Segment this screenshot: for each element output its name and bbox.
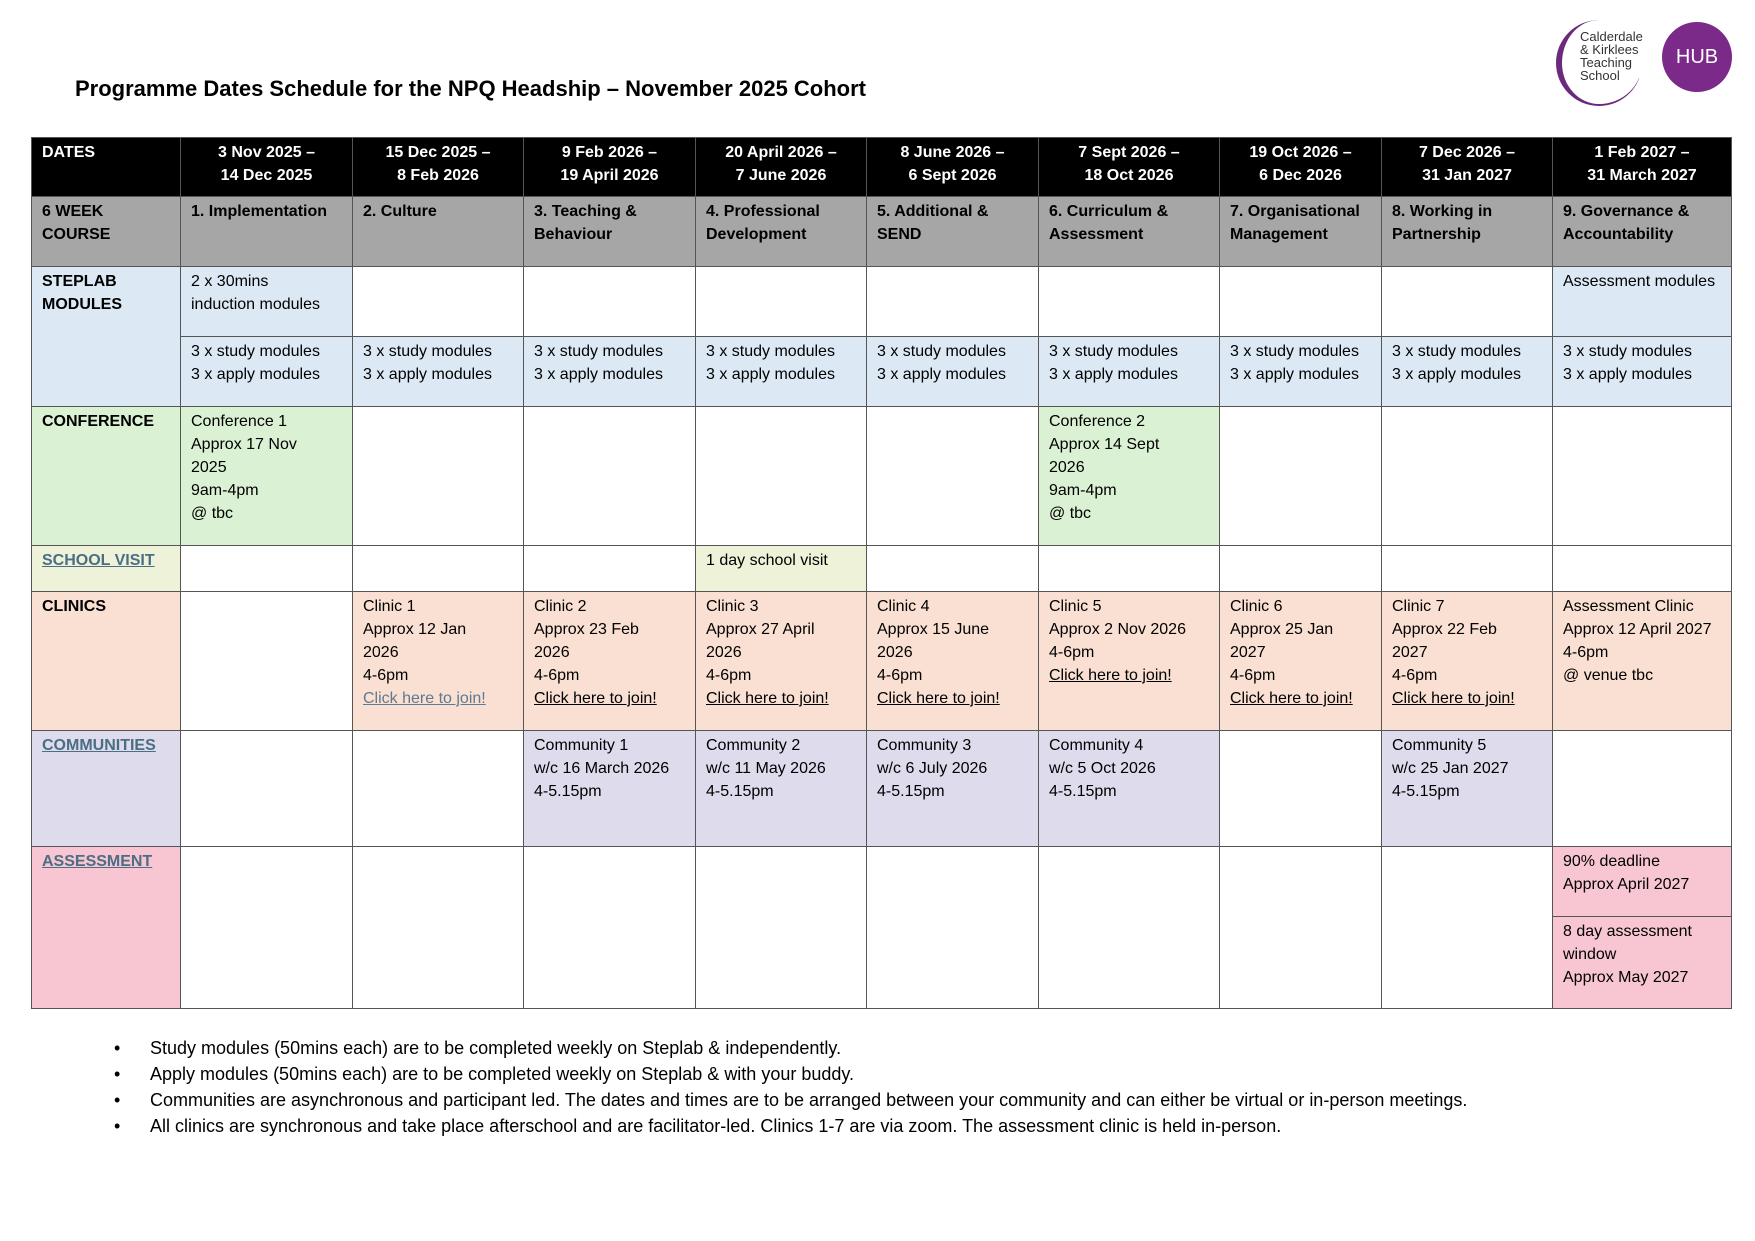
- course-cell: 6. Curriculum & Assessment: [1039, 197, 1220, 267]
- notes-list: [110, 1035, 1467, 1139]
- empty-cell: [1039, 847, 1220, 1009]
- date-range-cell: 7 Dec 2026 – 31 Jan 2027: [1382, 138, 1553, 197]
- assessment-deadline-cell: 90% deadline Approx April 2027: [1553, 847, 1732, 917]
- empty-cell: [696, 407, 867, 546]
- clinics-label: CLINICS: [32, 592, 181, 731]
- empty-cell: [696, 847, 867, 1009]
- date-range-cell: 9 Feb 2026 – 19 April 2026: [524, 138, 696, 197]
- course-cell: 3. Teaching & Behaviour: [524, 197, 696, 267]
- join-link[interactable]: Click here to join!: [363, 690, 486, 707]
- clinic-5-cell: Clinic 5 Approx 2 Nov 2026 4-6pm Click here to join!: [1039, 592, 1220, 731]
- hub-badge: HUB: [1662, 22, 1732, 92]
- community-4-cell: Community 4 w/c 5 Oct 2026 4-5.15pm: [1039, 731, 1220, 847]
- empty-cell: [1039, 546, 1220, 592]
- date-range-cell: 7 Sept 2026 – 18 Oct 2026: [1039, 138, 1220, 197]
- steplab-label: STEPLAB MODULES: [32, 267, 181, 407]
- empty-cell: [867, 546, 1039, 592]
- empty-cell: [1220, 546, 1382, 592]
- modules-cell: 3 x study modules 3 x apply modules: [1220, 337, 1382, 407]
- date-range-cell: 8 June 2026 – 6 Sept 2026: [867, 138, 1039, 197]
- empty-cell: [1220, 407, 1382, 546]
- course-label: 6 WEEK COURSE: [32, 197, 181, 267]
- dates-row: [32, 138, 1732, 197]
- course-cell: 5. Additional & SEND: [867, 197, 1039, 267]
- empty-cell: [524, 407, 696, 546]
- school-visit-row: [32, 546, 1732, 592]
- empty-cell: [353, 546, 524, 592]
- school-visit-label[interactable]: SCHOOL VISIT: [32, 546, 181, 592]
- empty-cell: [181, 731, 353, 847]
- empty-cell: [1553, 407, 1732, 546]
- empty-cell: [867, 847, 1039, 1009]
- clinic-7-cell: Clinic 7 Approx 22 Feb 2027 4-6pm Click here to join!: [1382, 592, 1553, 731]
- community-3-cell: Community 3 w/c 6 July 2026 4-5.15pm: [867, 731, 1039, 847]
- modules-cell: 3 x study modules 3 x apply modules: [181, 337, 353, 407]
- modules-cell: 3 x study modules 3 x apply modules: [1382, 337, 1553, 407]
- course-cell: 2. Culture: [353, 197, 524, 267]
- empty-cell: [1039, 267, 1220, 337]
- communities-row: [32, 731, 1732, 847]
- steplab-row: [32, 267, 1732, 337]
- date-range-cell: 1 Feb 2027 – 31 March 2027: [1553, 138, 1732, 197]
- empty-cell: [867, 407, 1039, 546]
- modules-cell: 3 x study modules 3 x apply modules: [353, 337, 524, 407]
- date-range-cell: 15 Dec 2025 – 8 Feb 2026: [353, 138, 524, 197]
- date-range-cell: 3 Nov 2025 – 14 Dec 2025: [181, 138, 353, 197]
- assessment-clinic-cell: Assessment Clinic Approx 12 April 2027 4-6pm @ venue tbc: [1553, 592, 1732, 731]
- join-link[interactable]: Click here to join!: [706, 690, 829, 707]
- dates-label: DATES: [32, 138, 181, 197]
- empty-cell: [181, 546, 353, 592]
- clinic-6-cell: Clinic 6 Approx 25 Jan 2027 4-6pm Click here to join!: [1220, 592, 1382, 731]
- empty-cell: [1553, 546, 1732, 592]
- clinic-1-cell: Clinic 1 Approx 12 Jan 2026 4-6pm Click here to join!: [353, 592, 524, 731]
- communities-label[interactable]: COMMUNITIES: [32, 731, 181, 847]
- empty-cell: [524, 847, 696, 1009]
- list-item: • Study modules (50mins each) are to be completed weekly on Steplab & independently.: [110, 1035, 1467, 1061]
- empty-cell: [696, 267, 867, 337]
- clinic-4-cell: Clinic 4 Approx 15 June 2026 4-6pm Click here to join!: [867, 592, 1039, 731]
- schedule-table: [31, 137, 1732, 1009]
- modules-cell: 3 x study modules 3 x apply modules: [1039, 337, 1220, 407]
- clinics-row: [32, 592, 1732, 731]
- school-logo: [1550, 18, 1740, 98]
- conference-2-cell: Conference 2 Approx 14 Sept 2026 9am-4pm @ tbc: [1039, 407, 1220, 546]
- course-cell: 8. Working in Partnership: [1382, 197, 1553, 267]
- clinic-2-cell: Clinic 2 Approx 23 Feb 2026 4-6pm Click here to join!: [524, 592, 696, 731]
- assessment-row: [32, 847, 1732, 917]
- empty-cell: [353, 847, 524, 1009]
- empty-cell: [181, 592, 353, 731]
- clinic-3-cell: Clinic 3 Approx 27 April 2026 4-6pm Click here to join!: [696, 592, 867, 731]
- list-item: • Communities are asynchronous and participant led. The dates and times are to be arranged between your community and can either be virtual or in-person meetings.: [110, 1087, 1467, 1113]
- course-row: [32, 197, 1732, 267]
- empty-cell: [1382, 546, 1553, 592]
- assessment-window-cell: 8 day assessment window Approx May 2027: [1553, 917, 1732, 1009]
- course-cell: 9. Governance & Accountability: [1553, 197, 1732, 267]
- empty-cell: [524, 546, 696, 592]
- empty-cell: [867, 267, 1039, 337]
- list-item: • Apply modules (50mins each) are to be completed weekly on Steplab & with your buddy.: [110, 1061, 1467, 1087]
- empty-cell: [1220, 267, 1382, 337]
- empty-cell: [353, 731, 524, 847]
- page-title: Programme Dates Schedule for the NPQ Headship – November 2025 Cohort: [75, 76, 867, 101]
- modules-cell: 3 x study modules 3 x apply modules: [696, 337, 867, 407]
- modules-cell: 3 x study modules 3 x apply modules: [1553, 337, 1732, 407]
- empty-cell: [1382, 267, 1553, 337]
- empty-cell: [1553, 731, 1732, 847]
- course-cell: 4. Professional Development: [696, 197, 867, 267]
- join-link[interactable]: Click here to join!: [1049, 667, 1172, 684]
- school-visit-cell: 1 day school visit: [696, 546, 867, 592]
- logo-text: Calderdale & Kirklees Teaching School: [1580, 29, 1643, 83]
- date-range-cell: 20 April 2026 – 7 June 2026: [696, 138, 867, 197]
- empty-cell: [353, 407, 524, 546]
- modules-cell: 3 x study modules 3 x apply modules: [867, 337, 1039, 407]
- join-link[interactable]: Click here to join!: [877, 690, 1000, 707]
- list-item: • All clinics are synchronous and take place afterschool and are facilitator-led. Clinics 1-7 are via zoom. The assessment clinic is held in-person.: [110, 1113, 1467, 1139]
- induction-cell: 2 x 30mins induction modules: [181, 267, 353, 337]
- empty-cell: [524, 267, 696, 337]
- empty-cell: [181, 847, 353, 1009]
- empty-cell: [1382, 847, 1553, 1009]
- empty-cell: [1220, 847, 1382, 1009]
- course-cell: 7. Organisational Management: [1220, 197, 1382, 267]
- join-link[interactable]: Click here to join!: [1230, 690, 1353, 707]
- join-link[interactable]: Click here to join!: [534, 690, 657, 707]
- community-1-cell: Community 1 w/c 16 March 2026 4-5.15pm: [524, 731, 696, 847]
- modules-cell: 3 x study modules 3 x apply modules: [524, 337, 696, 407]
- empty-cell: [1382, 407, 1553, 546]
- empty-cell: [1220, 731, 1382, 847]
- course-cell: 1. Implementation: [181, 197, 353, 267]
- conference-label: CONFERENCE: [32, 407, 181, 546]
- date-range-cell: 19 Oct 2026 – 6 Dec 2026: [1220, 138, 1382, 197]
- community-5-cell: Community 5 w/c 25 Jan 2027 4-5.15pm: [1382, 731, 1553, 847]
- empty-cell: [353, 267, 524, 337]
- join-link[interactable]: Click here to join!: [1392, 690, 1515, 707]
- assessment-label[interactable]: ASSESSMENT: [32, 847, 181, 1009]
- conference-1-cell: Conference 1 Approx 17 Nov 2025 9am-4pm @ tbc: [181, 407, 353, 546]
- steplab-modules-row: [32, 337, 1732, 407]
- community-2-cell: Community 2 w/c 11 May 2026 4-5.15pm: [696, 731, 867, 847]
- assessment-modules-cell: Assessment modules: [1553, 267, 1732, 337]
- conference-row: [32, 407, 1732, 546]
